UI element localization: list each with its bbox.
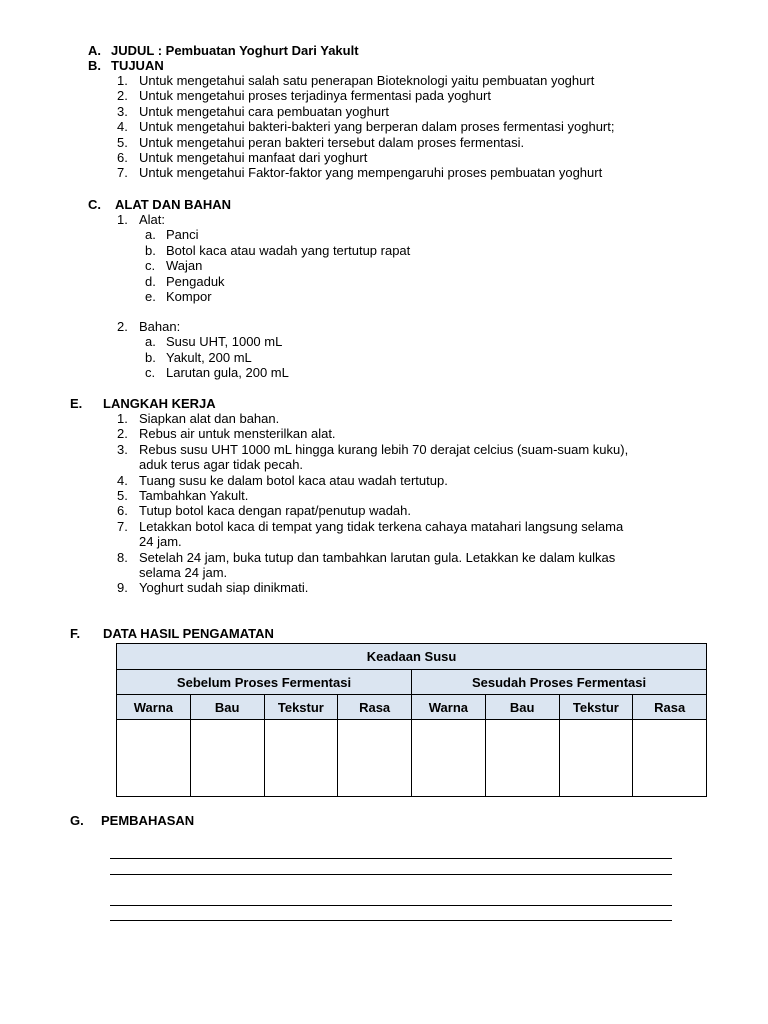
section-a-title: JUDUL : Pembuatan Yoghurt Dari Yakult <box>111 43 359 58</box>
list-number: 4. <box>117 119 128 135</box>
list-item: Tambahkan Yakult. <box>139 488 249 503</box>
list-item: Susu UHT, 1000 mL <box>166 334 283 350</box>
list-item: Untuk mengetahui proses terjadinya fermentasi pada yoghurt <box>139 88 491 104</box>
empty-cell[interactable] <box>117 720 191 797</box>
list-number: 7. <box>117 165 128 181</box>
list-item: Setelah 24 jam, buka tutup dan tambahkan larutan gula. Letakkan ke dalam kulkas <box>139 549 616 565</box>
list-item: Panci <box>166 227 199 243</box>
list-letter: a. <box>145 334 156 350</box>
list-item: Letakkan botol kaca di tempat yang tidak terkena cahaya matahari langsung selama <box>139 518 624 534</box>
column-header-tekstur: Tekstur <box>559 695 633 720</box>
bahan-label: Bahan: <box>139 319 181 334</box>
list-item: Yoghurt sudah siap dinikmati. <box>139 580 309 596</box>
table-before-header: Sebelum Proses Fermentasi <box>117 670 412 695</box>
list-number: 5. <box>117 488 128 503</box>
section-g-title: PEMBAHASAN <box>101 813 195 828</box>
empty-cell[interactable] <box>338 720 412 797</box>
list-number: 3. <box>117 103 128 119</box>
list-number: 6. <box>117 503 128 519</box>
list-item: Kompor <box>166 289 212 304</box>
table-row <box>117 720 707 797</box>
section-g-letter: G. <box>70 813 84 828</box>
list-item: Rebus susu UHT 1000 mL hingga kurang lebih 70 derajat celcius (suam-suam kuku), <box>139 441 629 457</box>
empty-cell[interactable] <box>190 720 264 797</box>
section-b-letter: B. <box>88 58 101 73</box>
list-item: Botol kaca atau wadah yang tertutup rapat <box>166 242 411 258</box>
list-item: Larutan gula, 200 mL <box>166 365 289 381</box>
column-header-rasa: Rasa <box>338 695 412 720</box>
column-header-rasa: Rasa <box>633 695 707 720</box>
list-number: 8. <box>117 549 128 565</box>
alat-label: Alat: <box>139 212 166 227</box>
section-b-title: TUJUAN <box>111 58 164 73</box>
list-number: 2. <box>117 88 128 104</box>
list-item: Untuk mengetahui peran bakteri tersebut dalam proses fermentasi. <box>139 134 525 150</box>
list-number: 1. <box>117 411 128 426</box>
list-number: 2. <box>117 319 128 334</box>
list-number: 1. <box>117 73 128 88</box>
list-number: 3. <box>117 441 128 457</box>
column-header-warna: Warna <box>117 695 191 720</box>
writing-line <box>110 920 672 921</box>
list-item: Rebus air untuk mensterilkan alat. <box>139 426 336 442</box>
empty-cell[interactable] <box>485 720 559 797</box>
list-number: 5. <box>117 134 128 150</box>
empty-cell[interactable] <box>412 720 486 797</box>
section-c-letter: C. <box>88 197 101 212</box>
empty-cell[interactable] <box>559 720 633 797</box>
list-item: Siapkan alat dan bahan. <box>139 411 280 426</box>
table-main-header: Keadaan Susu <box>117 644 707 670</box>
list-item-continuation: 24 jam. <box>139 534 182 550</box>
observation-table <box>116 643 707 797</box>
column-header-tekstur: Tekstur <box>264 695 338 720</box>
writing-line <box>110 874 672 875</box>
writing-line <box>110 858 672 859</box>
list-item: Yakult, 200 mL <box>166 349 252 365</box>
list-number: 7. <box>117 518 128 534</box>
column-header-bau: Bau <box>485 695 559 720</box>
section-e-title: LANGKAH KERJA <box>103 396 216 411</box>
section-f-letter: F. <box>70 626 81 641</box>
empty-cell[interactable] <box>264 720 338 797</box>
section-c-title: ALAT DAN BAHAN <box>115 197 232 212</box>
column-header-bau: Bau <box>190 695 264 720</box>
writing-line <box>110 905 672 906</box>
list-letter: b. <box>145 349 156 365</box>
list-item: Tutup botol kaca dengan rapat/penutup wadah. <box>139 503 412 519</box>
list-item-continuation: aduk terus agar tidak pecah. <box>139 457 304 473</box>
list-number: 4. <box>117 472 128 488</box>
list-number: 9. <box>117 580 128 596</box>
list-number: 6. <box>117 150 128 165</box>
list-item-continuation: selama 24 jam. <box>139 565 228 580</box>
section-e-letter: E. <box>70 396 83 411</box>
list-item: Untuk mengetahui bakteri-bakteri yang berperan dalam proses fermentasi yoghurt; <box>139 119 615 135</box>
list-letter: c. <box>145 365 156 381</box>
list-item: Untuk mengetahui manfaat dari yoghurt <box>139 150 368 165</box>
list-item: Pengaduk <box>166 273 225 289</box>
section-a-letter: A. <box>88 43 101 58</box>
list-letter: c. <box>145 258 156 274</box>
list-item: Untuk mengetahui cara pembuatan yoghurt <box>139 103 390 119</box>
list-letter: e. <box>145 289 156 304</box>
list-item: Wajan <box>166 258 203 274</box>
list-letter: d. <box>145 273 156 289</box>
section-f-title: DATA HASIL PENGAMATAN <box>103 626 274 641</box>
table-after-header: Sesudah Proses Fermentasi <box>412 670 707 695</box>
list-item: Untuk mengetahui Faktor-faktor yang mempengaruhi proses pembuatan yoghurt <box>139 165 603 181</box>
list-number: 2. <box>117 426 128 442</box>
list-letter: b. <box>145 242 156 258</box>
empty-cell[interactable] <box>633 720 707 797</box>
list-item: Tuang susu ke dalam botol kaca atau wadah tertutup. <box>139 472 448 488</box>
list-item: Untuk mengetahui salah satu penerapan Bioteknologi yaitu pembuatan yoghurt <box>139 73 595 88</box>
list-number: 1. <box>117 212 128 227</box>
column-header-warna: Warna <box>412 695 486 720</box>
list-letter: a. <box>145 227 156 243</box>
